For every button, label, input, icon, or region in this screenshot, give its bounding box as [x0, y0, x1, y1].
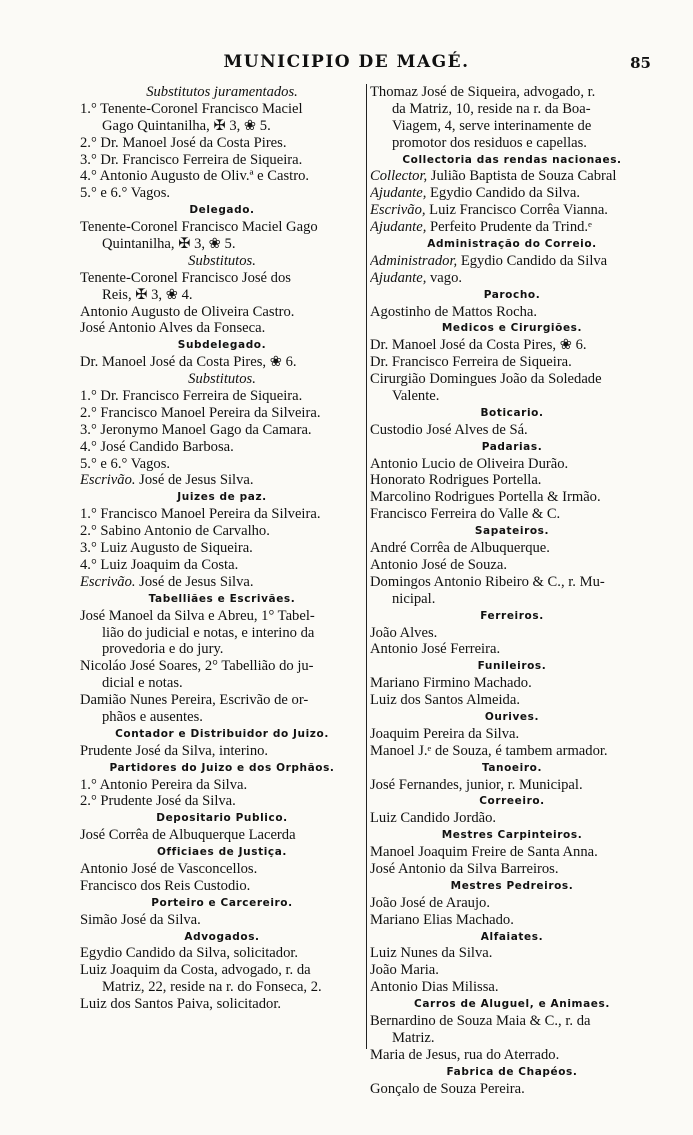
section-heading: Sapateiros.: [474, 525, 550, 538]
directory-entry: promotor dos residuos e capellas.: [392, 134, 587, 151]
subsection-heading: Substitutos juramentados.: [146, 84, 298, 100]
directory-entry: [80, 574, 364, 591]
directory-entry: 3.° Luiz Augusto de Siqueira.: [80, 540, 253, 557]
section-heading: Contador e Distribuidor do Juizo.: [115, 727, 329, 740]
directory-entry: Valente.: [392, 388, 440, 405]
directory-entry: Agostinho de Mattos Rocha.: [370, 303, 538, 320]
directory-entry: [370, 185, 654, 202]
entry-text: José de Jesus Silva.: [135, 472, 254, 489]
directory-entry: [370, 253, 654, 270]
directory-entry: Luiz dos Santos Paiva, solicitador.: [80, 996, 282, 1013]
entry-text: Julião Baptista de Souza Cabral: [427, 168, 617, 185]
section-heading: Advogados.: [184, 930, 260, 943]
directory-entry: Prudente José da Silva, interino.: [80, 742, 269, 759]
entry-role: Escrivão,: [370, 202, 426, 219]
section-heading: Partidores do Juizo e dos Orphãos.: [109, 761, 335, 774]
column-divider: [366, 84, 367, 1049]
directory-entry: 1.° Dr. Francisco Ferreira de Siqueira.: [80, 388, 303, 405]
section-heading: Medicos e Cirurgiões.: [441, 322, 583, 335]
directory-entry: João Alves.: [370, 624, 438, 641]
directory-entry: Luiz Joaquim da Costa, advogado, r. da: [80, 962, 311, 979]
section-heading: Porteiro e Carcereiro.: [151, 896, 293, 909]
directory-entry: 1.° Tenente-Coronel Francisco Maciel: [80, 100, 303, 117]
section-heading: Fabrica de Chapéos.: [446, 1065, 578, 1078]
section-heading: Padarias.: [481, 440, 543, 453]
entry-text: Luiz Francisco Corrêa Vianna.: [425, 202, 608, 219]
page-number: 85: [630, 54, 651, 72]
directory-entry: Antonio Dias Milissa.: [370, 979, 499, 996]
directory-entry: [80, 472, 364, 489]
subsection-heading: Substitutos.: [188, 371, 256, 388]
directory-entry: Joaquim Pereira da Silva.: [370, 725, 520, 742]
directory-entry: Viagem, 4, serve interinamente de: [392, 117, 592, 134]
directory-entry: José Corrêa de Albuquerque Lacerda: [80, 827, 296, 844]
directory-entry: Dr. Francisco Ferreira de Siqueira.: [370, 354, 572, 371]
directory-entry: dicial e notas.: [102, 675, 183, 692]
directory-entry: Tenente-Coronel Francisco Maciel Gago: [80, 219, 318, 236]
entry-role: Administrador,: [370, 252, 458, 269]
directory-entry: Bernardino de Souza Maia & C., r. da: [370, 1012, 591, 1029]
page-title: MUNICIPIO DE MAGÉ.: [223, 52, 470, 72]
directory-entry: Honorato Rodrigues Portella.: [370, 472, 542, 489]
subsection-heading: Substitutos.: [188, 252, 256, 269]
entry-role: Ajudante,: [370, 219, 427, 236]
section-heading: Parocho.: [483, 288, 541, 301]
section-heading: Juizes de paz.: [177, 491, 267, 504]
directory-entry: 4.° Luiz Joaquim da Costa.: [80, 556, 239, 573]
directory-entry: 2.° Sabino Antonio de Carvalho.: [80, 523, 270, 540]
entry-text: vago.: [426, 269, 463, 286]
directory-entry: Dr. Manoel José da Costa Pires, ❀ 6.: [80, 354, 297, 371]
directory-entry: 3.° Dr. Francisco Ferreira de Siqueira.: [80, 151, 303, 168]
section-heading: Correeiro.: [479, 795, 545, 808]
directory-entry: Maria de Jesus, rua do Aterrado.: [370, 1046, 560, 1063]
directory-entry: Luiz Candido Jordão.: [370, 810, 497, 827]
directory-entry: Mariano Firmino Machado.: [370, 675, 532, 692]
directory-entry: [370, 168, 654, 185]
section-heading: Mestres Carpinteiros.: [441, 829, 583, 842]
directory-entry: Antonio Lucio de Oliveira Durão.: [370, 455, 569, 472]
directory-entry: 4.° Antonio Augusto de Oliv.ª e Castro.: [80, 168, 310, 185]
directory-entry: Antonio José de Vasconcellos.: [80, 860, 258, 877]
entry-text: Egydio Candido da Silva.: [426, 185, 580, 202]
section-heading: Officiaes de Justiça.: [156, 846, 288, 859]
directory-entry: [370, 202, 654, 219]
entry-role: Collector,: [370, 168, 428, 185]
directory-entry: Francisco Ferreira do Valle & C.: [370, 506, 561, 523]
directory-entry: João Maria.: [370, 962, 439, 979]
directory-entry: Manoel J.ᵉ de Souza, é tambem armador.: [370, 742, 608, 759]
section-heading: Alfaiates.: [480, 930, 544, 943]
directory-entry: Dr. Manoel José da Costa Pires, ❀ 6.: [370, 337, 587, 354]
directory-entry: 5.° e 6.° Vagos.: [80, 455, 171, 472]
section-heading: Collectoria das rendas nacionaes.: [402, 153, 622, 166]
directory-entry: José Antonio Alves da Fonseca.: [80, 320, 266, 337]
directory-entry: Domingos Antonio Ribeiro & C., r. Mu-: [370, 573, 605, 590]
section-heading: Funileiros.: [477, 660, 547, 673]
entry-role: Ajudante,: [370, 185, 427, 202]
directory-entry: lião do judicial e notas, e interino da: [102, 624, 315, 641]
directory-entry: 2.° Dr. Manoel José da Costa Pires.: [80, 134, 287, 151]
directory-entry: Matriz, 22, reside na r. do Fonseca, 2.: [102, 979, 322, 996]
directory-entry: Thomaz José de Siqueira, advogado, r.: [370, 84, 596, 100]
section-heading: Mestres Pedreiros.: [450, 879, 574, 892]
directory-entry: 4.° José Candido Barbosa.: [80, 438, 234, 455]
directory-entry: Nicoláo José Soares, 2° Tabellião do ju-: [80, 658, 314, 675]
directory-entry: Custodio José Alves de Sá.: [370, 421, 528, 438]
directory-entry: 1.° Francisco Manoel Pereira da Silveira.: [80, 506, 321, 523]
directory-entry: da Matriz, 10, reside na r. da Boa-: [392, 100, 591, 117]
right-column: [370, 84, 654, 1097]
directory-entry: 5.° e 6.° Vagos.: [80, 185, 171, 202]
directory-entry: [370, 270, 654, 287]
entry-text: Egydio Candido da Silva: [457, 252, 608, 269]
directory-entry: 3.° Jeronymo Manoel Gago da Camara.: [80, 421, 312, 438]
directory-entry: Gonçalo de Souza Pereira.: [370, 1080, 525, 1097]
entry-text: Perfeito Prudente da Trind.ᵉ: [426, 219, 592, 236]
section-heading: Boticario.: [480, 406, 544, 419]
entry-text: José de Jesus Silva.: [135, 573, 254, 590]
section-heading: Carros de Aluguel, e Animaes.: [414, 998, 610, 1011]
directory-entry: Antonio José Ferreira.: [370, 641, 501, 658]
directory-entry: Gago Quintanilha, ✠ 3, ❀ 5.: [102, 117, 271, 134]
section-heading: Administração do Correio.: [427, 238, 597, 251]
directory-entry: 1.° Antonio Pereira da Silva.: [80, 776, 248, 793]
directory-entry: [370, 219, 654, 236]
entry-role: Escrivão.: [80, 573, 136, 590]
directory-entry: nicipal.: [392, 590, 436, 607]
entry-role: Escrivão.: [80, 472, 136, 489]
directory-entry: João José de Araujo.: [370, 894, 490, 911]
directory-entry: Quintanilha, ✠ 3, ❀ 5.: [102, 236, 236, 253]
section-heading: Ourives.: [484, 710, 540, 723]
section-heading: Ferreiros.: [480, 609, 544, 622]
directory-entry: José Fernandes, junior, r. Municipal.: [370, 776, 583, 793]
directory-entry: Francisco dos Reis Custodio.: [80, 877, 251, 894]
directory-entry: José Manoel da Silva e Abreu, 1° Tabel-: [80, 607, 315, 624]
directory-entry: Luiz Nunes da Silva.: [370, 945, 493, 962]
directory-entry: Tenente-Coronel Francisco José dos: [80, 269, 291, 286]
left-column: [80, 84, 364, 1013]
page-header: [0, 52, 693, 78]
directory-entry: Mariano Elias Machado.: [370, 911, 514, 928]
section-heading: Tanoeiro.: [481, 761, 543, 774]
directory-entry: Matriz.: [392, 1029, 435, 1046]
directory-entry: provedoria e do jury.: [102, 641, 224, 658]
section-heading: Depositario Publico.: [156, 812, 288, 825]
directory-entry: José Antonio da Silva Barreiros.: [370, 860, 559, 877]
directory-entry: Simão José da Silva.: [80, 911, 201, 928]
directory-entry: Antonio José de Souza.: [370, 556, 508, 573]
directory-entry: Marcolino Rodrigues Portella & Irmão.: [370, 489, 601, 506]
section-heading: Subdelegado.: [177, 339, 267, 352]
directory-entry: Egydio Candido da Silva, solicitador.: [80, 945, 299, 962]
section-heading: Tabelliães e Escrivães.: [148, 592, 296, 605]
directory-entry: Manoel Joaquim Freire de Santa Anna.: [370, 844, 598, 861]
directory-entry: Reis, ✠ 3, ❀ 4.: [102, 286, 193, 303]
directory-entry: Damião Nunes Pereira, Escrivão de or-: [80, 692, 309, 709]
directory-entry: phãos e ausentes.: [102, 708, 203, 725]
directory-entry: Luiz dos Santos Almeida.: [370, 692, 520, 709]
directory-entry: 2.° Francisco Manoel Pereira da Silveira.: [80, 404, 321, 421]
directory-entry: Antonio Augusto de Oliveira Castro.: [80, 303, 295, 320]
directory-entry: André Corrêa de Albuquerque.: [370, 540, 550, 557]
directory-entry: Cirurgião Domingues João da Soledade: [370, 371, 602, 388]
entry-role: Ajudante,: [370, 269, 427, 286]
directory-entry: 2.° Prudente José da Silva.: [80, 793, 236, 810]
section-heading: Delegado.: [189, 204, 255, 217]
